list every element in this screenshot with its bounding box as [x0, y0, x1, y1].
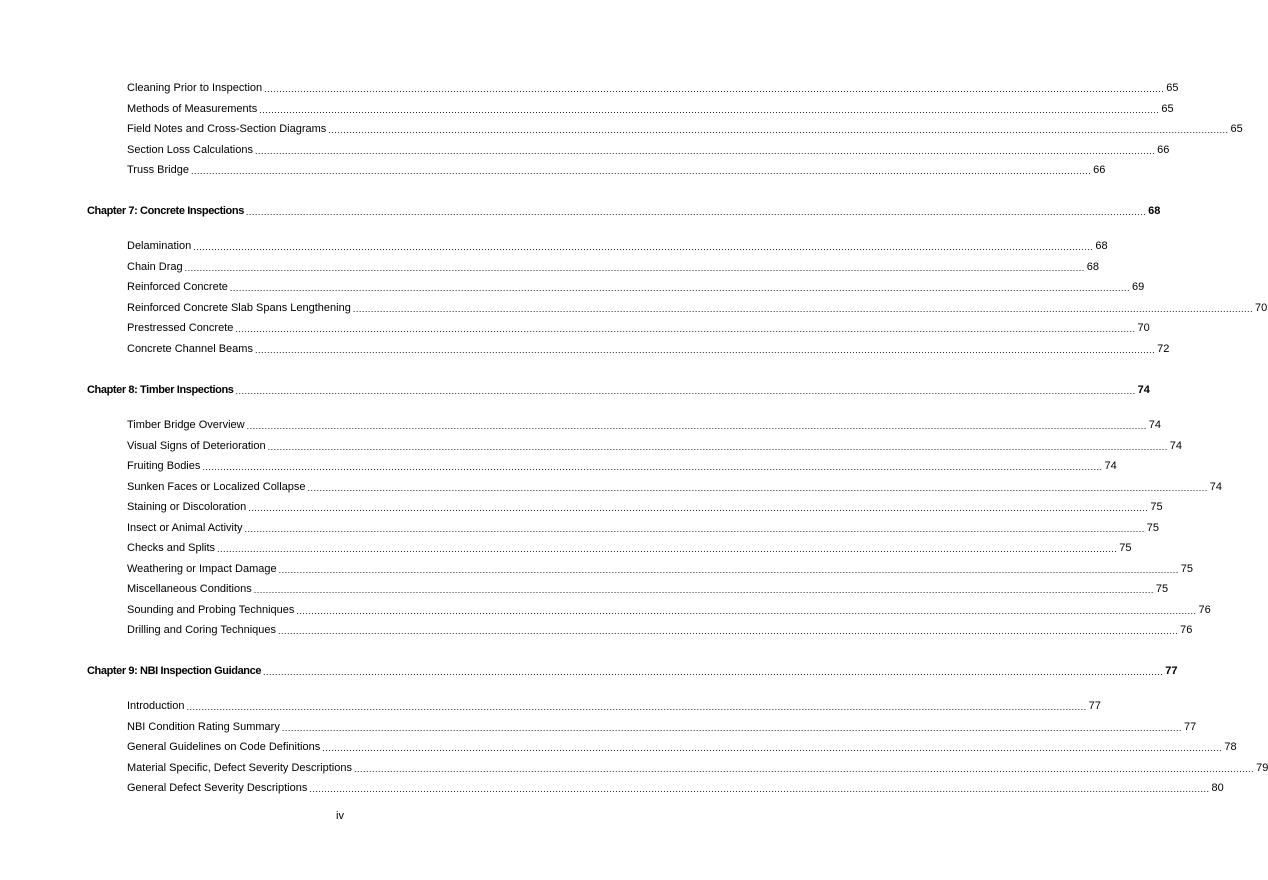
- toc-entry-page: 65: [1161, 103, 1174, 115]
- toc-entry[interactable]: [0, 100, 1174, 116]
- toc-entry[interactable]: [0, 258, 1100, 274]
- dot-leader: ............................................................................................................................................................................................................................................................................................................: [217, 544, 1118, 554]
- toc-entry[interactable]: [0, 161, 1106, 177]
- toc-entry-page: 70: [1137, 322, 1150, 334]
- toc-entry-title: Reinforced Concrete: [127, 281, 228, 293]
- toc-entry-page: 77: [1184, 721, 1197, 733]
- toc-entry[interactable]: [0, 299, 1268, 315]
- dot-leader: ............................................................................................................................................................................................................................................................................................................: [264, 84, 1165, 94]
- toc-entry-title: Prestressed Concrete: [127, 322, 234, 334]
- toc-entry-page: 72: [1157, 343, 1170, 355]
- toc-entry-title: NBI Condition Rating Summary: [127, 721, 280, 733]
- toc-entry-page: 66: [1093, 164, 1106, 176]
- toc-entry-page: 77: [1088, 700, 1101, 712]
- toc-chapter-page: 77: [1165, 665, 1178, 677]
- toc-entry-page: 74: [1104, 460, 1117, 472]
- toc-entry-page: 74: [1209, 481, 1222, 493]
- dot-leader: ............................................................................................................................................................................................................................................................................................................: [278, 565, 1179, 575]
- toc-entry[interactable]: [0, 539, 1132, 555]
- toc-entry-page: 74: [1148, 419, 1161, 431]
- toc-entry[interactable]: [0, 416, 1161, 432]
- dot-leader: ............................................................................................................................................................................................................................................................................................................: [254, 146, 1156, 156]
- toc-chapter-page: 74: [1137, 384, 1150, 396]
- toc-entry[interactable]: [0, 498, 1163, 514]
- toc-entry-title: General Defect Severity Descriptions: [127, 782, 308, 794]
- toc-entry[interactable]: [0, 120, 1243, 136]
- toc-entry[interactable]: [0, 580, 1169, 596]
- toc-entry-page: 75: [1146, 522, 1159, 534]
- toc-entry-title: Sunken Faces or Localized Collapse: [127, 481, 306, 493]
- toc-entry-page: 65: [1230, 123, 1243, 135]
- toc-entry-page: 69: [1132, 281, 1145, 293]
- dot-leader: ............................................................................................................................................................................................................................................................................................................: [267, 442, 1168, 452]
- toc-entry[interactable]: [0, 457, 1117, 473]
- dot-leader: ............................................................................................................................................................................................................................................................................................................: [353, 764, 1255, 774]
- page-number: iv: [336, 810, 344, 822]
- toc-entry[interactable]: [0, 237, 1108, 253]
- dot-leader: ............................................................................................................................................................................................................................................................................................................: [190, 166, 1092, 176]
- dot-leader: ............................................................................................................................................................................................................................................................................................................: [307, 483, 1208, 493]
- toc-entry[interactable]: [0, 738, 1237, 754]
- toc-entry-title: Field Notes and Cross-Section Diagrams: [127, 123, 327, 135]
- toc-chapter-8[interactable]: [0, 381, 1150, 397]
- dot-leader: ............................................................................................................................................................................................................................................................................................................: [245, 207, 1147, 217]
- toc-entry[interactable]: [0, 759, 1268, 775]
- toc-entry-page: 66: [1157, 144, 1170, 156]
- dot-leader: ............................................................................................................................................................................................................................................................................................................: [296, 606, 1197, 616]
- dot-leader: ............................................................................................................................................................................................................................................................................................................: [186, 702, 1087, 712]
- toc-entry-page: 75: [1150, 501, 1163, 513]
- toc-entry-title: Staining or Discoloration: [127, 501, 247, 513]
- toc-entry[interactable]: [0, 141, 1170, 157]
- toc-chapter-title: Chapter 9: NBI Inspection Guidance: [87, 665, 262, 677]
- toc-entry-page: 75: [1180, 563, 1193, 575]
- toc-entry-title: Reinforced Concrete Slab Spans Lengthening: [127, 302, 351, 314]
- toc-entry-title: Truss Bridge: [127, 164, 189, 176]
- dot-leader: ............................................................................................................................................................................................................................................................................................................: [193, 242, 1094, 252]
- dot-leader: ............................................................................................................................................................................................................................................................................................................: [248, 503, 1149, 513]
- toc-entry-page: 75: [1155, 583, 1169, 595]
- toc-chapter-title: Chapter 7: Concrete Inspections: [87, 205, 244, 217]
- toc-chapter-page: 68: [1148, 205, 1161, 217]
- toc-entry[interactable]: [0, 519, 1159, 535]
- toc-entry[interactable]: [0, 340, 1170, 356]
- dot-leader: ............................................................................................................................................................................................................................................................................................................: [253, 585, 1154, 595]
- dot-leader: ............................................................................................................................................................................................................................................................................................................: [246, 421, 1147, 431]
- toc-entry-title: Visual Signs of Deterioration: [127, 440, 266, 452]
- toc-entry-title: Introduction: [127, 700, 185, 712]
- toc-entry[interactable]: [0, 697, 1101, 713]
- dot-leader: ............................................................................................................................................................................................................................................................................................................: [322, 743, 1223, 753]
- toc-entry-title: Fruiting Bodies: [127, 460, 201, 472]
- toc-entry-page: 78: [1224, 741, 1237, 753]
- dot-leader: ............................................................................................................................................................................................................................................................................................................: [235, 386, 1136, 396]
- toc-entry-page: 65: [1166, 82, 1179, 94]
- toc-chapter-9[interactable]: [0, 662, 1178, 678]
- dot-leader: ............................................................................................................................................................................................................................................................................................................: [202, 462, 1103, 472]
- toc-entry[interactable]: [0, 560, 1193, 576]
- toc-entry[interactable]: [0, 79, 1179, 95]
- toc-entry[interactable]: [0, 601, 1211, 617]
- toc-entry-title: Material Specific, Defect Severity Descriptions: [127, 762, 352, 774]
- dot-leader: ............................................................................................................................................................................................................................................................................................................: [229, 283, 1131, 293]
- dot-leader: ............................................................................................................................................................................................................................................................................................................: [328, 125, 1229, 135]
- toc-entry-title: Weathering or Impact Damage: [127, 563, 277, 575]
- toc-entry-page: 79: [1256, 762, 1268, 774]
- toc-entry-page: 68: [1095, 240, 1108, 252]
- dot-leader: ............................................................................................................................................................................................................................................................................................................: [254, 345, 1156, 355]
- toc-entry-page: 76: [1180, 624, 1193, 636]
- toc-chapter-7[interactable]: [0, 202, 1161, 218]
- toc-entry-title: Section Loss Calculations: [127, 144, 253, 156]
- dot-leader: ............................................................................................................................................................................................................................................................................................................: [352, 304, 1253, 314]
- toc-entry[interactable]: [0, 718, 1197, 734]
- dot-leader: ............................................................................................................................................................................................................................................................................................................: [184, 263, 1085, 273]
- dot-leader: ............................................................................................................................................................................................................................................................................................................: [309, 784, 1210, 794]
- toc-entry-title: Concrete Channel Beams: [127, 343, 253, 355]
- dot-leader: ............................................................................................................................................................................................................................................................................................................: [278, 626, 1179, 636]
- toc-entry-title: Checks and Splits: [127, 542, 216, 554]
- toc-entry-title: Methods of Measurements: [127, 103, 258, 115]
- toc-entry-page: 75: [1119, 542, 1132, 554]
- toc-entry[interactable]: [0, 278, 1145, 294]
- toc-entry-page: 74: [1169, 440, 1183, 452]
- toc-entry-title: Sounding and Probing Techniques: [127, 604, 295, 616]
- toc-entry[interactable]: [0, 621, 1193, 637]
- toc-entry-page: 80: [1211, 782, 1224, 794]
- dot-leader: ............................................................................................................................................................................................................................................................................................................: [263, 667, 1164, 677]
- dot-leader: ............................................................................................................................................................................................................................................................................................................: [235, 324, 1136, 334]
- toc-entry[interactable]: [0, 779, 1224, 795]
- toc-entry-title: Cleaning Prior to Inspection: [127, 82, 263, 94]
- dot-leader: ............................................................................................................................................................................................................................................................................................................: [281, 723, 1182, 733]
- toc-entry[interactable]: [0, 437, 1183, 453]
- toc-entry-page: 70: [1254, 302, 1268, 314]
- toc-entry-title: Miscellaneous Conditions: [127, 583, 252, 595]
- toc-entry[interactable]: [0, 478, 1222, 494]
- dot-leader: ............................................................................................................................................................................................................................................................................................................: [244, 524, 1145, 534]
- toc-entry-title: Drilling and Coring Techniques: [127, 624, 276, 636]
- toc-entry-title: Delamination: [127, 240, 192, 252]
- toc-chapter-title: Chapter 8: Timber Inspections: [87, 384, 234, 396]
- dot-leader: ............................................................................................................................................................................................................................................................................................................: [259, 105, 1160, 115]
- toc-entry-title: General Guidelines on Code Definitions: [127, 741, 321, 753]
- toc-entry-page: 76: [1198, 604, 1211, 616]
- toc-entry-title: Insect or Animal Activity: [127, 522, 243, 534]
- toc-entry-page: 68: [1086, 261, 1100, 273]
- toc-entry-title: Chain Drag: [127, 261, 183, 273]
- toc-entry[interactable]: [0, 319, 1150, 335]
- toc-entry-title: Timber Bridge Overview: [127, 419, 245, 431]
